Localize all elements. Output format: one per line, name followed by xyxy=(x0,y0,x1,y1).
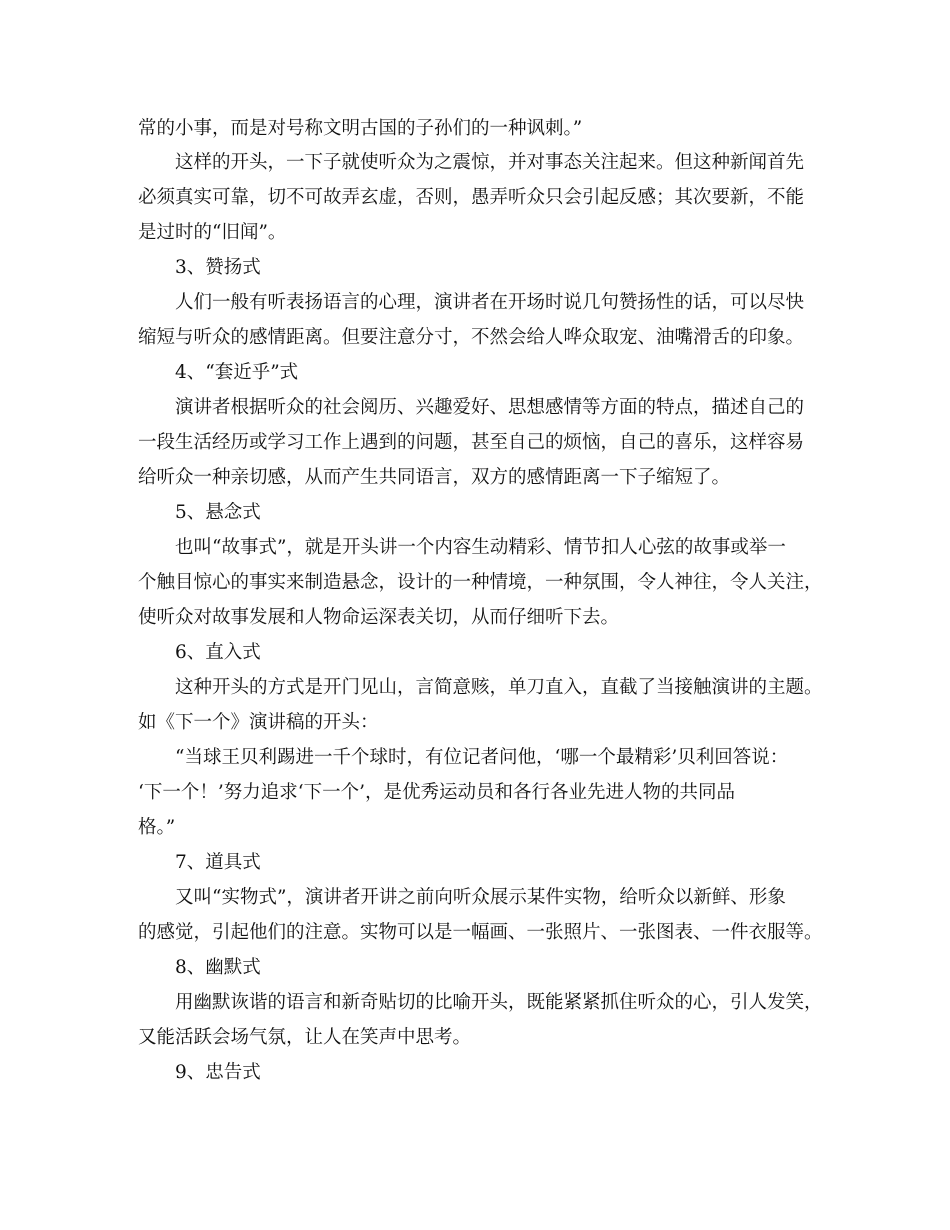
body-text-line: 用幽默诙谐的语言和新奇贴切的比喻开头，既能紧紧抓住听众的心，引人发笑， xyxy=(175,992,823,1013)
body-text-line: 常的小事，而是对号称文明古国的子孙们的一种讽刺。” xyxy=(138,118,583,139)
body-text-line: 又叫“实物式”，演讲者开讲之前向听众展示某件实物，给听众以新鲜、形象 xyxy=(175,887,786,908)
body-text-line: 人们一般有听表扬语言的心理，演讲者在开场时说几句赞扬性的话，可以尽快 xyxy=(175,292,805,313)
body-text-line: 又能活跃会场气氛，让人在笑声中思考。 xyxy=(138,1027,472,1048)
body-text-line: 这种开头的方式是开门见山，言简意赅，单刀直入，直截了当接触演讲的主题。 xyxy=(175,677,823,698)
section-heading: 8、幽默式 xyxy=(175,957,261,978)
body-text-line: 一段生活经历或学习工作上遇到的问题，甚至自己的烦恼，自己的喜乐，这样容易 xyxy=(138,432,805,453)
section-heading: 7、道具式 xyxy=(175,852,261,873)
body-text-line: 给听众一种亲切感，从而产生共同语言，双方的感情距离一下子缩短了。 xyxy=(138,467,731,488)
body-text-line: 使听众对故事发展和人物命运深表关切，从而仔细听下去。 xyxy=(138,607,620,628)
body-text-line: 也叫“故事式”，就是开头讲一个内容生动精彩、情节扣人心弦的故事或举一 xyxy=(175,537,786,558)
body-text-line: 个触目惊心的事实来制造悬念，设计的一种情境，一种氛围，令人神往，令人关注， xyxy=(138,572,823,593)
quote-text-line: ‘下一个！’努力追求‘下一个’，是优秀运动员和各行各业先进人物的共同品 xyxy=(138,782,736,803)
section-heading: 4、“套近乎”式 xyxy=(175,362,299,383)
body-text-line: 如《下一个》演讲稿的开头： xyxy=(138,712,379,733)
quote-text-line: 格。” xyxy=(138,817,176,838)
body-text-line: 缩短与听众的感情距离。但要注意分寸，不然会给人哗众取宠、油嘴滑舌的印象。 xyxy=(138,327,805,348)
body-text-line: 的感觉，引起他们的注意。实物可以是一幅画、一张照片、一张图表、一件衣服等。 xyxy=(138,922,823,943)
quote-text-line: “当球王贝利踢进一千个球时，有位记者问他，‘哪一个最精彩’贝利回答说： xyxy=(175,747,789,768)
body-text-line: 是过时的“旧闻”。 xyxy=(138,222,287,243)
body-text-line: 必须真实可靠，切不可故弄玄虚，否则，愚弄听众只会引起反感；其次要新，不能 xyxy=(138,187,805,208)
section-heading: 6、直入式 xyxy=(175,642,261,663)
section-heading: 5、悬念式 xyxy=(175,502,261,523)
section-heading: 3、赞扬式 xyxy=(175,257,261,278)
body-text-line: 演讲者根据听众的社会阅历、兴趣爱好、思想感情等方面的特点，描述自己的 xyxy=(175,397,805,418)
section-heading: 9、忠告式 xyxy=(175,1062,261,1083)
body-text-line: 这样的开头，一下子就使听众为之震惊，并对事态关注起来。但这种新闻首先 xyxy=(175,152,805,173)
